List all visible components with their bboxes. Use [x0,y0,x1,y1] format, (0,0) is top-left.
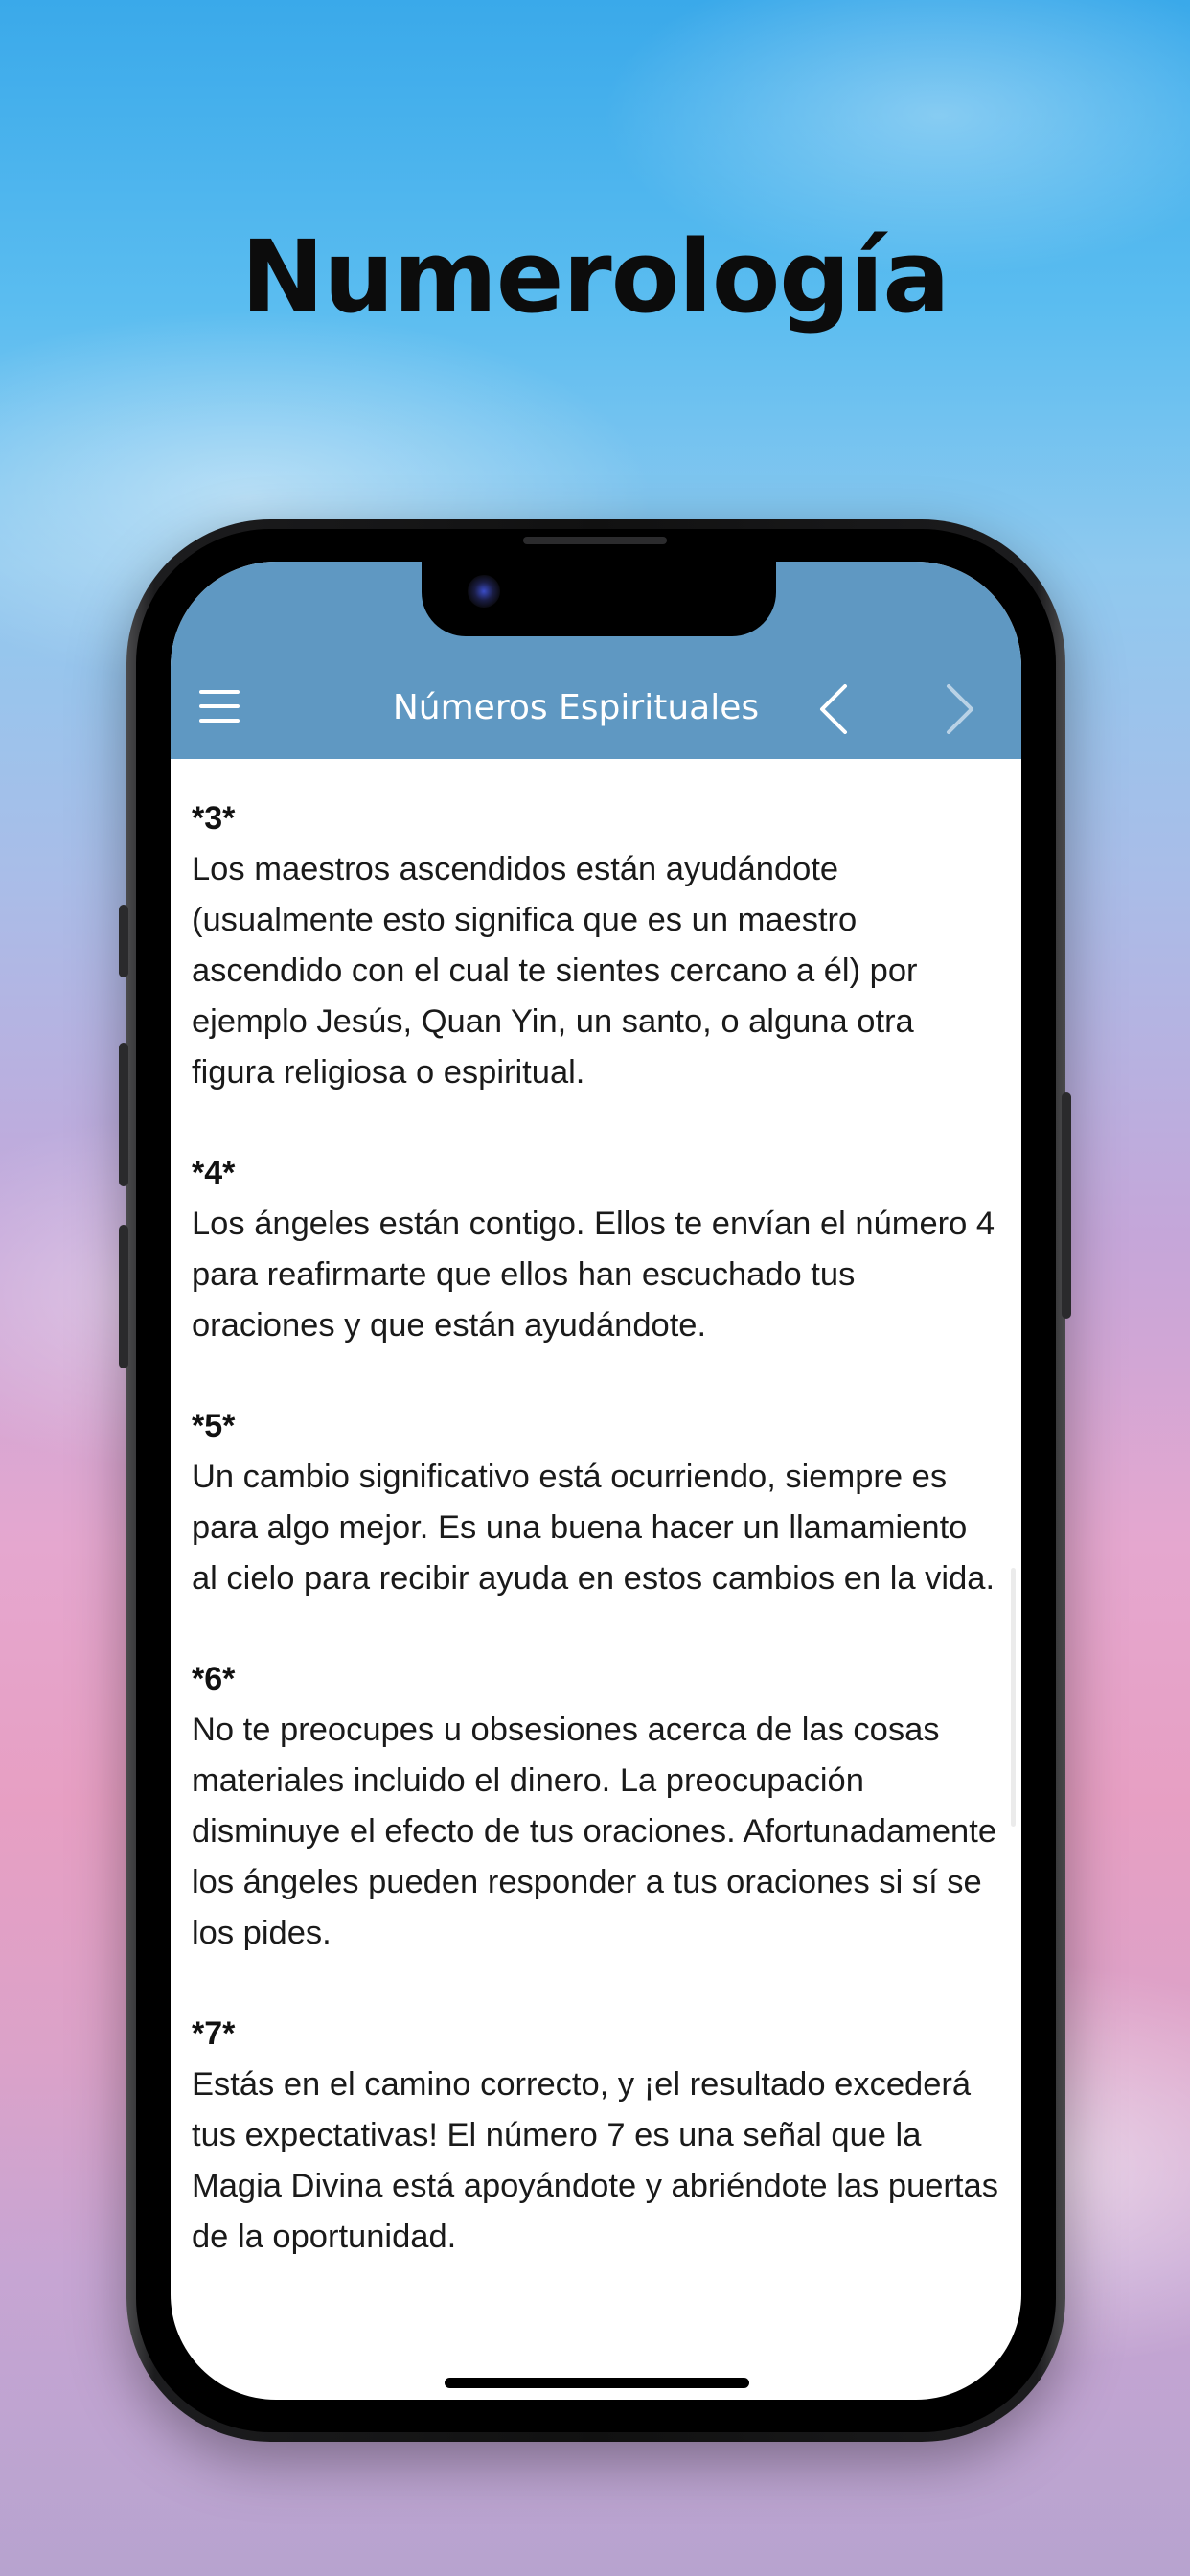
entry-4 [192,1148,1000,1351]
entry-text: Los maestros ascendidos están ayudándote (usualmente esto significa que es un maestro ascendido con el cual te sientes cercano a él) por ejemplo Jesús, Quan Yin, un santo, o alguna otra figura religiosa o espiritual. [192,851,918,1091]
forward-button[interactable] [937,684,981,734]
entry-number: *3* [192,800,236,837]
chevron-left-icon [812,684,857,734]
entry-number: *6* [192,1661,236,1697]
entry-7 [192,2009,1000,2263]
header-title: Números Espirituales [392,688,760,727]
chevron-right-icon [937,684,981,734]
content-area[interactable] [171,759,1021,2400]
earpiece-speaker [523,537,667,544]
entry-text: Un cambio significativo está ocurriendo, siempre es para algo mejor. Es una buena hacer un llamamiento al cielo para recibir ayuda en estos cambios en la vida. [192,1459,995,1597]
volume-up-button [119,1043,128,1186]
front-camera [468,575,500,608]
phone-screen [171,562,1021,2400]
notch [422,562,776,636]
power-button [1062,1092,1071,1319]
entry-number: *4* [192,1155,236,1191]
scrollbar[interactable] [1011,1568,1016,1827]
mute-switch [119,905,128,978]
entry-text: Estás en el camino correcto, y ¡el resultado excederá tus expectativas! El número 7 es una señal que la Magia Divina está apoyándote y abriéndote las puertas de la oportunidad. [192,2066,998,2255]
entry-text: No te preocupes u obsesiones acerca de las cosas materiales incluido el dinero. La preocupación disminuye el efecto de tus oraciones. Afortunadamente los ángeles pueden responder a tus oraciones si sí se los pides. [192,1712,997,1951]
entry-3 [192,794,1000,1098]
promo-title: Numerología [240,218,950,335]
home-indicator[interactable] [445,2378,749,2388]
entry-number: *5* [192,1408,236,1444]
volume-down-button [119,1225,128,1368]
entry-6 [192,1654,1000,1959]
entry-5 [192,1401,1000,1604]
entry-text: Los ángeles están contigo. Ellos te envían el número 4 para reafirmarte que ellos han escuchado tus oraciones y que están ayudándote. [192,1206,995,1344]
entry-number: *7* [192,2015,236,2052]
back-button[interactable] [812,684,857,734]
